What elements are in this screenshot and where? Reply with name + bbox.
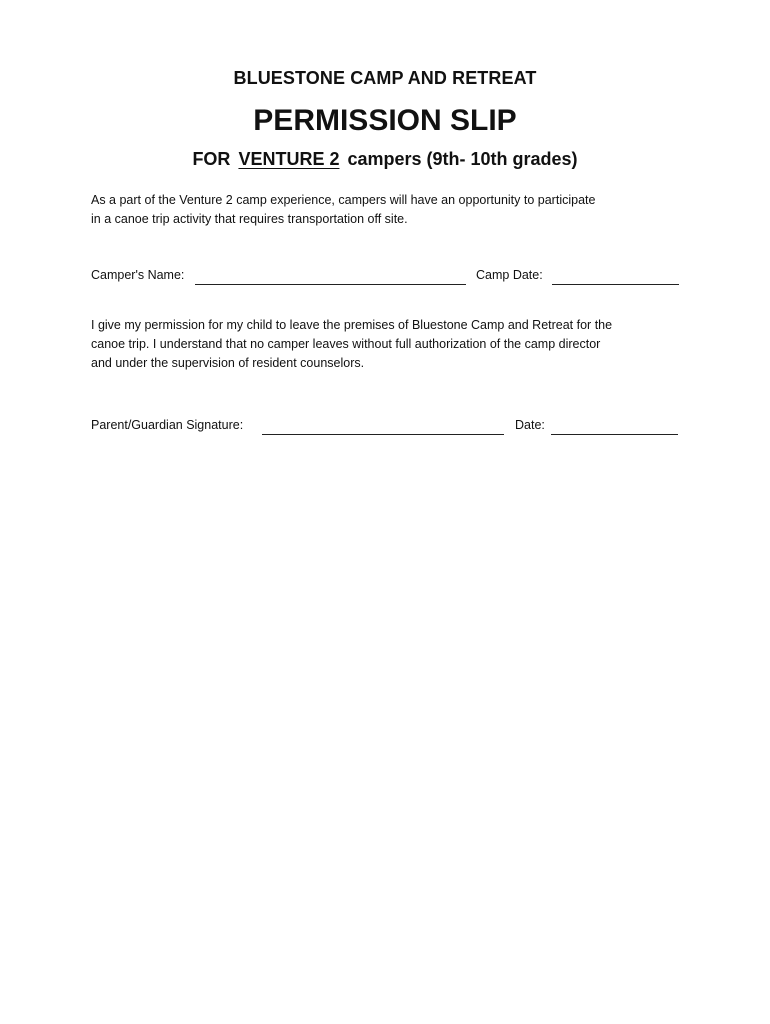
signature-date-label: Date: <box>515 418 545 432</box>
intro-line: in a canoe trip activity that requires transportation off site. <box>91 212 408 226</box>
camp-date-label: Camp Date: <box>476 268 543 282</box>
camp-date-field[interactable] <box>552 284 679 285</box>
intro-paragraph <box>91 191 691 229</box>
subtitle-prefix: FOR <box>192 149 231 169</box>
page-subtitle <box>0 149 770 170</box>
intro-line: As a part of the Venture 2 camp experience, campers will have an opportunity to participate <box>91 193 596 207</box>
organization-name: BLUESTONE CAMP AND RETREAT <box>233 68 537 88</box>
camper-name-label: Camper's Name: <box>91 268 185 282</box>
program-name: VENTURE 2 <box>238 149 340 169</box>
consent-line: and under the supervision of resident counselors. <box>91 356 365 370</box>
consent-line: I give my permission for my child to leave the premises of Bluestone Camp and Retreat for the <box>91 318 613 332</box>
camper-name-field[interactable] <box>195 284 466 285</box>
consent-paragraph <box>91 316 691 373</box>
guardian-signature-field[interactable] <box>262 434 504 435</box>
guardian-signature-label: Parent/Guardian Signature: <box>91 418 244 432</box>
subtitle-suffix: campers (9th- 10th grades) <box>347 149 578 169</box>
page-title: PERMISSION SLIP <box>253 104 517 137</box>
consent-line: canoe trip. I understand that no camper leaves without full authorization of the camp director <box>91 337 601 351</box>
signature-date-field[interactable] <box>551 434 678 435</box>
